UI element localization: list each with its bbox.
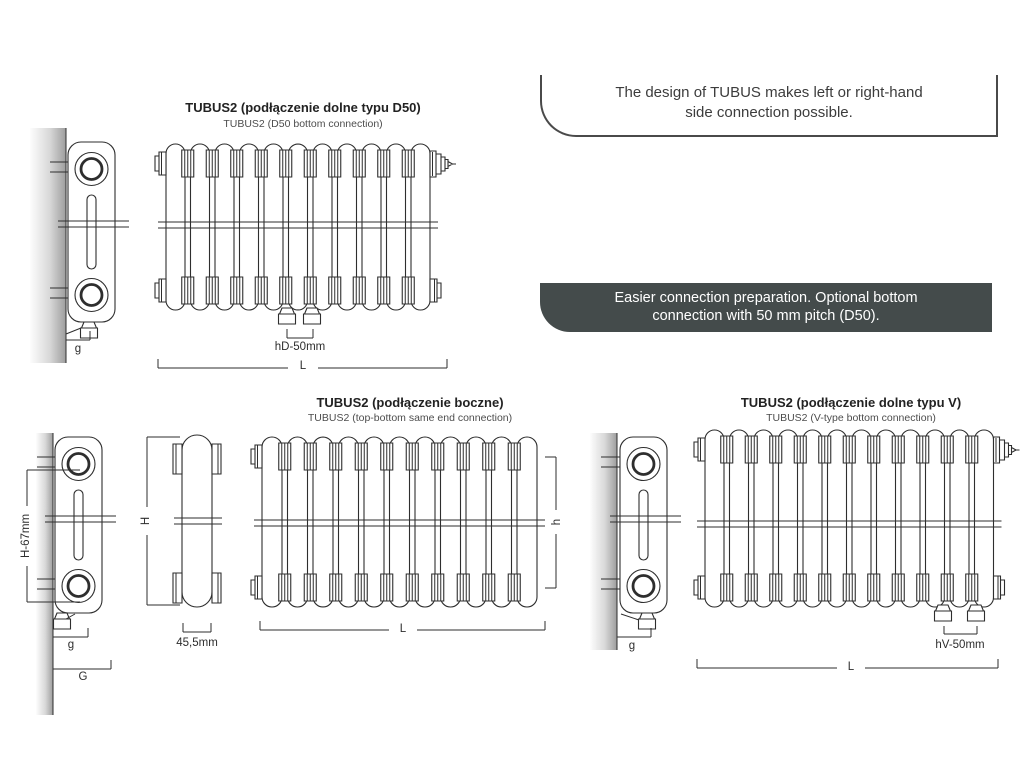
callout-line-1: The design of TUBUS makes left or right-hand bbox=[615, 84, 923, 101]
dim-label-depth: 45,5mm bbox=[176, 637, 218, 649]
callout-note bbox=[540, 75, 998, 137]
dim-label-g-d50: g bbox=[74, 343, 82, 355]
diagram-boczne-title: TUBUS2 (podłączenie boczne) bbox=[316, 395, 504, 410]
dim-label-length-v: L bbox=[847, 661, 855, 673]
banner-line-1: Easier connection preparation. Optional bottom bbox=[614, 290, 918, 306]
dim-label-hv50: hV-50mm bbox=[935, 639, 985, 651]
diagram-d50-title: TUBUS2 (podłączenie dolne typu D50) bbox=[185, 100, 421, 115]
diagram-v-title: TUBUS2 (podłączenie dolne typu V) bbox=[740, 395, 962, 410]
dim-label-g-boczne: g bbox=[67, 639, 75, 651]
dim-label-g-v: g bbox=[628, 640, 636, 652]
banner-note bbox=[540, 283, 992, 332]
dim-label-H-wall: H-67mm bbox=[20, 513, 32, 559]
diagram-boczne-subtitle: TUBUS2 (top-bottom same end connection) bbox=[307, 412, 513, 424]
banner-line-2: connection with 50 mm pitch (D50). bbox=[652, 308, 880, 324]
callout-line-2: side connection possible. bbox=[685, 104, 853, 121]
diagram-d50-subtitle: TUBUS2 (D50 bottom connection) bbox=[223, 118, 383, 130]
dim-label-G: G bbox=[78, 671, 88, 683]
dim-label-length-d50: L bbox=[299, 360, 307, 372]
dim-label-H: H bbox=[140, 516, 152, 526]
dim-label-h: h bbox=[551, 518, 563, 526]
dim-label-length-boczne: L bbox=[399, 623, 407, 635]
dim-label-hd50: hD-50mm bbox=[274, 341, 326, 353]
diagram-v-subtitle: TUBUS2 (V-type bottom connection) bbox=[766, 412, 936, 424]
